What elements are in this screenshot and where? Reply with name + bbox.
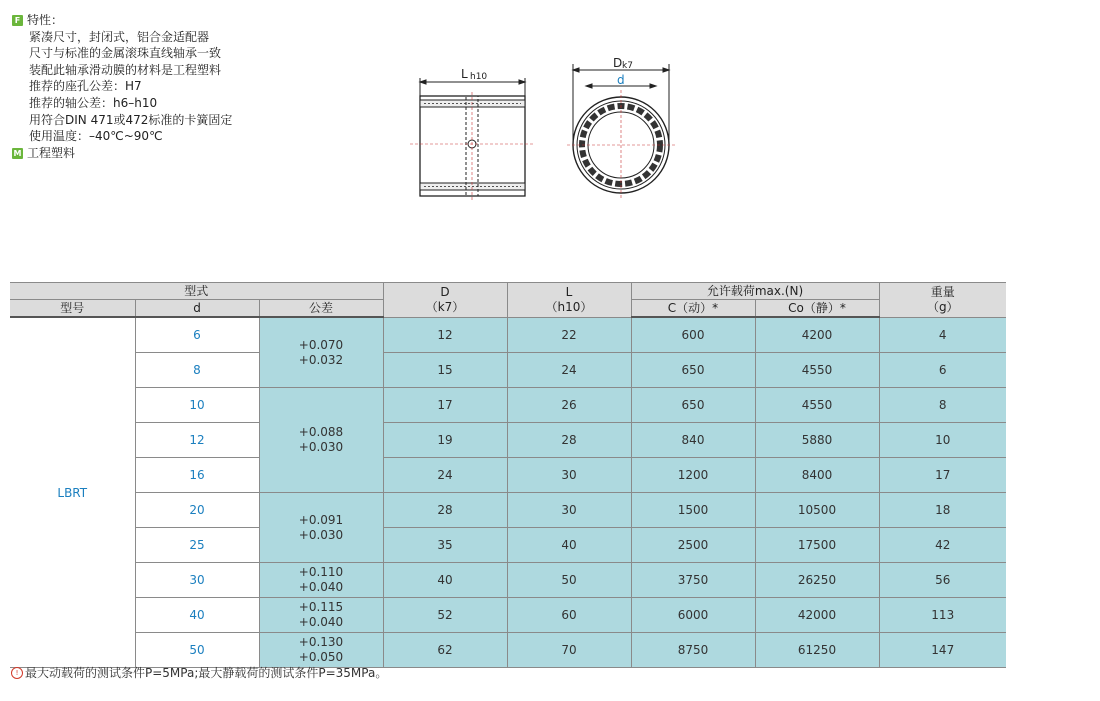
side-length-label: L	[461, 67, 468, 81]
table-row	[10, 458, 1006, 493]
table-row	[10, 633, 1006, 668]
D-cell: 17	[383, 388, 507, 423]
footnote	[11, 664, 387, 681]
Co-cell: 4200	[755, 317, 879, 353]
tolerance-lower: +0.040	[298, 615, 344, 629]
weight-cell: 4	[879, 317, 1006, 353]
weight-header-sub: （g）	[926, 299, 959, 314]
warning-icon: !	[11, 667, 23, 679]
footnote-text: 最大动载荷的测试条件P=5MPa;最大静载荷的测试条件P=35MPa。	[25, 666, 388, 680]
weight-cell: 18	[879, 493, 1006, 528]
D-header-sub: （k7）	[425, 299, 465, 314]
Co-cell: 5880	[755, 423, 879, 458]
tolerance-cell	[259, 633, 383, 668]
D-header	[383, 283, 507, 318]
feature-lines	[12, 29, 232, 145]
Co-cell: 17500	[755, 528, 879, 563]
tolerance-lower: +0.030	[298, 527, 344, 542]
C-cell: 650	[631, 353, 755, 388]
Co-header: Co（静）*	[755, 300, 879, 318]
C-cell: 3750	[631, 563, 755, 598]
front-outer-diameter-label: D	[613, 56, 623, 70]
C-cell: 6000	[631, 598, 755, 633]
C-header: C（动）*	[631, 300, 755, 318]
type-group-header: 型式	[10, 283, 383, 300]
front-outer-diameter-sub-label: k7	[622, 61, 633, 71]
table-row	[10, 423, 1006, 458]
L-cell: 30	[507, 493, 631, 528]
Co-cell: 42000	[755, 598, 879, 633]
table-row	[10, 317, 1006, 353]
side-view-drawing	[405, 62, 545, 202]
d-cell: 10	[135, 388, 259, 423]
spec-table	[10, 282, 1006, 668]
d-cell: 50	[135, 633, 259, 668]
material-text: 工程塑料	[27, 145, 76, 160]
L-cell: 26	[507, 388, 631, 423]
tolerance-upper: +0.070	[298, 337, 344, 352]
feature-line: 用符合DIN 471或472标准的卡簧固定	[29, 112, 233, 127]
front-inner-diameter-label: d	[617, 73, 625, 87]
D-cell: 19	[383, 423, 507, 458]
C-cell: 650	[631, 388, 755, 423]
tolerance-cell	[259, 563, 383, 598]
side-length-sub-label: h10	[470, 72, 488, 82]
tolerance-upper: +0.091	[298, 512, 344, 527]
L-cell: 40	[507, 528, 631, 563]
d-cell: 6	[135, 317, 259, 353]
weight-cell: 8	[879, 388, 1006, 423]
table-row	[10, 598, 1006, 633]
Co-cell: 4550	[755, 388, 879, 423]
table-row	[10, 563, 1006, 598]
L-header	[507, 283, 631, 318]
table-row	[10, 528, 1006, 563]
material-badge-icon: M	[13, 148, 22, 158]
feature-line: 推荐的轴公差：h6–h10	[29, 95, 158, 110]
feature-line: 使用温度：–40℃~90℃	[29, 129, 163, 144]
L-cell: 70	[507, 633, 631, 668]
table-row	[10, 493, 1006, 528]
Co-cell: 26250	[755, 563, 879, 598]
L-cell: 24	[507, 353, 631, 388]
C-cell: 8750	[631, 633, 755, 668]
weight-header-main: 重量	[930, 284, 955, 299]
Co-cell: 61250	[755, 633, 879, 668]
Co-cell: 4550	[755, 353, 879, 388]
feature-line: 推荐的座孔公差：H7	[29, 79, 142, 94]
tolerance-upper: +0.088	[298, 425, 344, 439]
tolerance-lower: +0.030	[298, 440, 344, 454]
tolerance-cell	[259, 493, 383, 563]
load-group-header: 允许载荷max.(N)	[631, 283, 879, 300]
d-cell: 20	[135, 493, 259, 528]
C-cell: 1200	[631, 458, 755, 493]
L-cell: 30	[507, 458, 631, 493]
D-cell: 15	[383, 353, 507, 388]
tolerance-header: 公差	[259, 300, 383, 318]
weight-cell: 56	[879, 563, 1006, 598]
D-cell: 28	[383, 493, 507, 528]
tolerance-cell	[259, 388, 383, 493]
weight-cell: 10	[879, 423, 1006, 458]
L-cell: 28	[507, 423, 631, 458]
L-cell: 60	[507, 598, 631, 633]
weight-cell: 113	[879, 598, 1006, 633]
D-cell: 62	[383, 633, 507, 668]
model-header: 型号	[10, 300, 135, 318]
tolerance-upper: +0.130	[298, 635, 344, 649]
L-header-sub: （h10）	[545, 299, 593, 314]
feature-line: 装配此轴承滑动膜的材料是工程塑料	[29, 62, 222, 77]
C-cell: 840	[631, 423, 755, 458]
weight-header	[879, 283, 1006, 318]
tolerance-cell	[259, 598, 383, 633]
model-cell: LBRT	[10, 317, 135, 668]
Co-cell: 10500	[755, 493, 879, 528]
weight-cell: 42	[879, 528, 1006, 563]
tolerance-lower: +0.032	[298, 352, 344, 367]
tolerance-cell	[259, 317, 383, 388]
L-cell: 50	[507, 563, 631, 598]
d-cell: 8	[135, 353, 259, 388]
D-cell: 35	[383, 528, 507, 563]
feature-line: 尺寸与标准的金属滚珠直线轴承一致	[29, 46, 222, 61]
feature-badge-icon: F	[12, 15, 23, 26]
D-cell: 12	[383, 317, 507, 353]
tolerance-upper: +0.115	[298, 600, 344, 614]
d-cell: 30	[135, 563, 259, 598]
d-header: d	[135, 300, 259, 318]
features-title: 特性：	[27, 13, 64, 27]
Co-cell: 8400	[755, 458, 879, 493]
features-block	[12, 12, 232, 161]
L-cell: 22	[507, 317, 631, 353]
weight-cell: 6	[879, 353, 1006, 388]
C-cell: 2500	[631, 528, 755, 563]
tolerance-lower: +0.040	[298, 580, 344, 594]
D-cell: 24	[383, 458, 507, 493]
tolerance-upper: +0.110	[298, 565, 344, 579]
table-row	[10, 388, 1006, 423]
D-header-main: D	[440, 284, 450, 299]
d-cell: 12	[135, 423, 259, 458]
d-cell: 25	[135, 528, 259, 563]
L-header-main: L	[565, 284, 573, 299]
weight-cell: 147	[879, 633, 1006, 668]
C-cell: 600	[631, 317, 755, 353]
front-view-drawing	[565, 50, 680, 200]
weight-cell: 17	[879, 458, 1006, 493]
feature-line: 紧凑尺寸，封闭式，铝合金适配器	[29, 29, 210, 44]
tolerance-lower: +0.050	[298, 650, 344, 664]
C-cell: 1500	[631, 493, 755, 528]
D-cell: 52	[383, 598, 507, 633]
d-cell: 40	[135, 598, 259, 633]
table-row	[10, 353, 1006, 388]
d-cell: 16	[135, 458, 259, 493]
D-cell: 40	[383, 563, 507, 598]
